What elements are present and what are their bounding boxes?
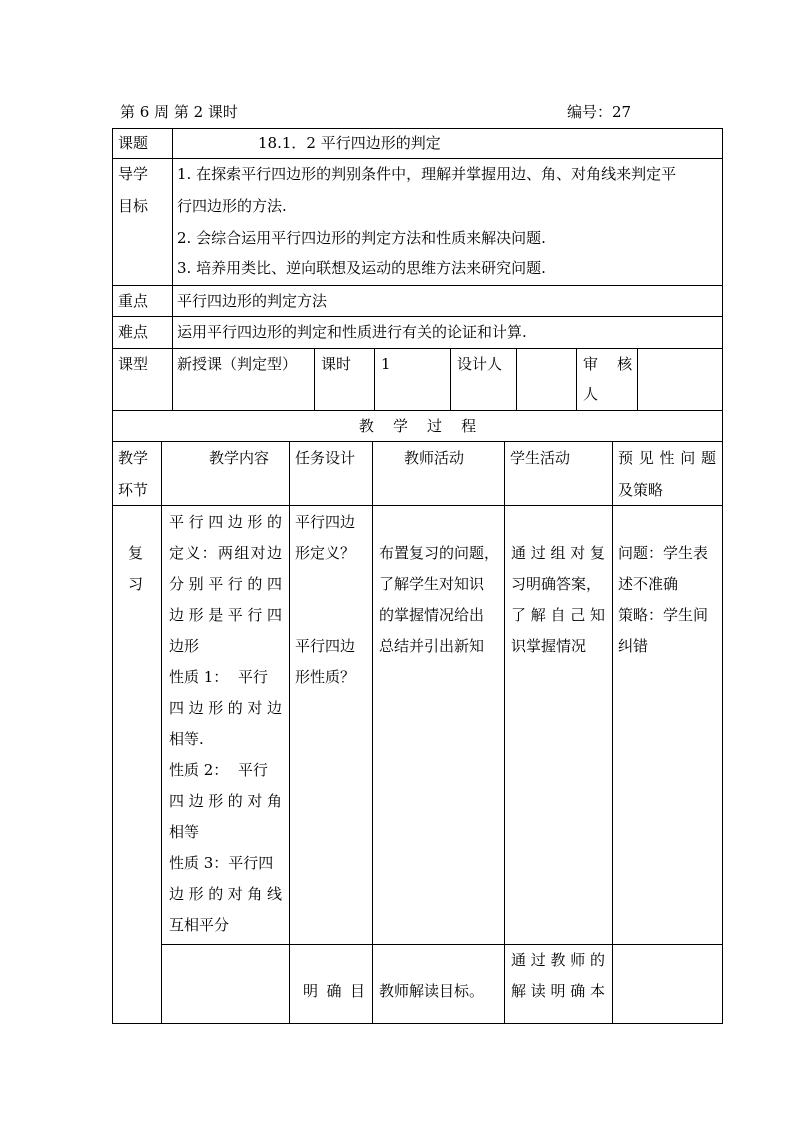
col-divider: [504, 441, 505, 1024]
designer-label: 设计人: [457, 355, 503, 373]
page-header-week: 第 6 周 第 2 课时: [120, 103, 238, 121]
col-divider: [161, 441, 162, 1024]
key-point-value: 平行四边形的判定方法: [177, 292, 328, 310]
content-line: 边形的对角线: [169, 885, 282, 903]
task-line: 形定义？: [295, 544, 356, 562]
process-title: 教 学 过 程: [358, 417, 477, 435]
content-line: 性质 2： 平行: [169, 761, 268, 779]
content-line: 平行四边形的: [169, 513, 282, 531]
page-header-number: 编号：27: [567, 103, 632, 121]
lesson-type-label: 课型: [118, 355, 149, 373]
col-divider: [374, 348, 375, 410]
content-line: 四边形的对角: [169, 792, 282, 810]
class-hours-value: 1: [381, 355, 391, 373]
goal-item-1-line2: 行四边形的方法.: [177, 197, 287, 215]
goals-label-line1: 导学: [118, 165, 149, 183]
lesson-type-value: 新授课（判定型）: [177, 355, 298, 373]
topic-label: 课题: [118, 134, 149, 152]
col-divider: [450, 348, 451, 410]
col-header-student: 学生活动: [510, 449, 571, 467]
teacher-activity-line: 的掌握情况给出: [379, 606, 485, 624]
issue-line: 策略：学生间: [618, 606, 709, 624]
content-line: 四边形的对边: [169, 699, 282, 717]
next-student-line: 通过教师的: [511, 951, 605, 969]
topic-value: 18.1．2 平行四边形的判定: [258, 134, 441, 152]
student-activity-line: 习明确答案，: [511, 575, 602, 593]
col-header-issues-line1: 预见性问题: [618, 449, 716, 467]
teacher-activity-line: 布置复习的问题，: [379, 544, 500, 562]
task-line: 平行四边: [295, 637, 356, 655]
content-line: 定义：两组对边: [169, 544, 282, 562]
col-header-stage-line2: 环节: [118, 481, 149, 499]
content-line: 边形是平行四: [169, 606, 282, 624]
key-point-label: 重点: [118, 292, 149, 310]
stage-review-line2: 习: [128, 575, 144, 593]
difficulty-label: 难点: [118, 323, 149, 341]
reviewer-label-line1: 审 核: [583, 355, 633, 373]
task-line: 平行四边: [295, 513, 356, 531]
stage-review-line1: 复: [128, 544, 144, 562]
difficulty-value: 运用平行四边形的判定和性质进行有关的论证和计算.: [177, 323, 527, 341]
goal-item-3: 3. 培养用类比、逆向联想及运动的思维方法来研究问题.: [177, 259, 546, 277]
content-line: 边形: [169, 637, 200, 655]
col-divider: [576, 348, 577, 410]
task-line: 形性质？: [295, 668, 356, 686]
next-student-line: 解读明确本: [511, 982, 605, 1000]
student-activity-line: 识掌握情况: [511, 637, 587, 655]
student-activity-line: 通过组对复: [511, 544, 605, 562]
student-activity-line: 了解自己知: [511, 606, 605, 624]
col-header-stage-line1: 教学: [118, 449, 149, 467]
content-line: 相等.: [169, 730, 204, 748]
content-line: 分别平行的四: [169, 575, 282, 593]
next-teacher-line: 教师解读目标。: [379, 982, 485, 1000]
content-line: 互相平分: [169, 916, 230, 934]
col-divider: [372, 441, 373, 1024]
col-divider: [289, 441, 290, 1024]
col-header-task: 任务设计: [295, 449, 356, 467]
row-divider: [161, 944, 723, 945]
reviewer-label-line2: 人: [583, 385, 599, 403]
teacher-activity-line: 总结并引出新知: [379, 637, 485, 655]
content-line: 相等: [169, 823, 200, 841]
col-header-teacher: 教师活动: [404, 449, 465, 467]
goals-label-line2: 目标: [118, 197, 149, 215]
next-task-line: 明 确 目: [303, 982, 365, 1000]
goal-item-1-line1: 1. 在探索平行四边形的判别条件中，理解并掌握用边、角、对角线来判定平: [177, 165, 677, 183]
col-divider: [516, 348, 517, 410]
content-line: 性质 3：平行四: [169, 854, 274, 872]
col-divider: [612, 441, 613, 1024]
col-divider: [314, 348, 315, 410]
issue-line: 述不准确: [618, 575, 679, 593]
issue-line: 问题：学生表: [618, 544, 709, 562]
teacher-activity-line: 了解学生对知识: [379, 575, 485, 593]
col-header-content: 教学内容: [209, 449, 270, 467]
class-hours-label: 课时: [321, 355, 352, 373]
issue-line: 纠错: [618, 637, 649, 655]
content-line: 性质 1： 平行: [169, 668, 268, 686]
col-divider: [172, 128, 173, 410]
col-header-issues-line2: 及策略: [618, 481, 664, 499]
col-divider: [637, 348, 638, 410]
goal-item-2: 2. 会综合运用平行四边形的判定方法和性质来解决问题.: [177, 229, 546, 247]
